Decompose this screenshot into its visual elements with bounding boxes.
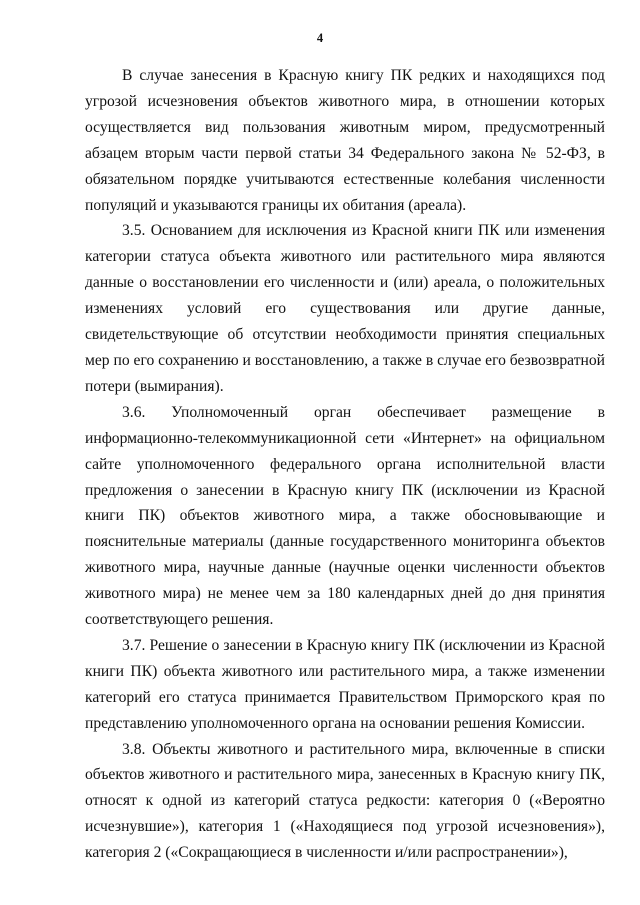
paragraph-3-5: 3.5. Основанием для исключения из Красной книги ПК или изменения категории статуса объекта животного или растительного мира являются данные о восстановлении его численности и (или) ареала, о положительных изменениях условий его существования или другие данные, свидетельствующие об отсутствии необходимости принятия специальных мер по его сохранению и восстановлению, а также в случае его безвозвратной потери (вымирания).: [85, 222, 605, 395]
page-number: 4: [316, 31, 324, 45]
paragraph-3-7: 3.7. Решение о занесении в Красную книгу ПК (исключении из Красной книги ПК) объекта животного или растительного мира, а также изменении категорий его статуса принимается Правительством Приморского края по представлению уполномоченного органа на основании решения Комиссии.: [85, 636, 605, 732]
paragraph-intro: В случае занесения в Красную книгу ПК редких и находящихся под угрозой исчезновения объектов животного мира, в отношении которых осуществляется вид пользования животным миром, предусмотренный абзацем вторым части первой статьи 34 Федерального закона № 52-ФЗ, в обязательном порядке учитываются естественные колебания численности популяций и указываются границы их обитания (ареала).: [85, 67, 605, 214]
paragraph-3-8: 3.8. Объекты животного и растительного мира, включенные в списки объектов животного и растительного мира, занесенных в Красную книгу ПК, относят к одной из категорий статуса редкости: категория 0 («Вероятно исчезнувшие»), категория 1 («Находящиеся под угрозой исчезновения»), категория 2 («Сокращающиеся в численности и/или распространении»),: [85, 740, 605, 862]
paragraph-3-6: 3.6. Уполномоченный орган обеспечивает размещение в информационно-телекоммуникационной сети «Интернет» на официальном сайте уполномоченного федерального органа исполнительной власти предложения о занесении в Красную книгу ПК (исключении из Красной книги ПК) объектов животного мира, а также обосновывающие и пояснительные материалы (данные государственного мониторинга объектов животного мира, научные данные (научные оценки численности объектов животного мира) не менее чем за 180 календарных дней до дня принятия соответствующего решения.: [85, 403, 605, 629]
document-body: [85, 63, 605, 866]
